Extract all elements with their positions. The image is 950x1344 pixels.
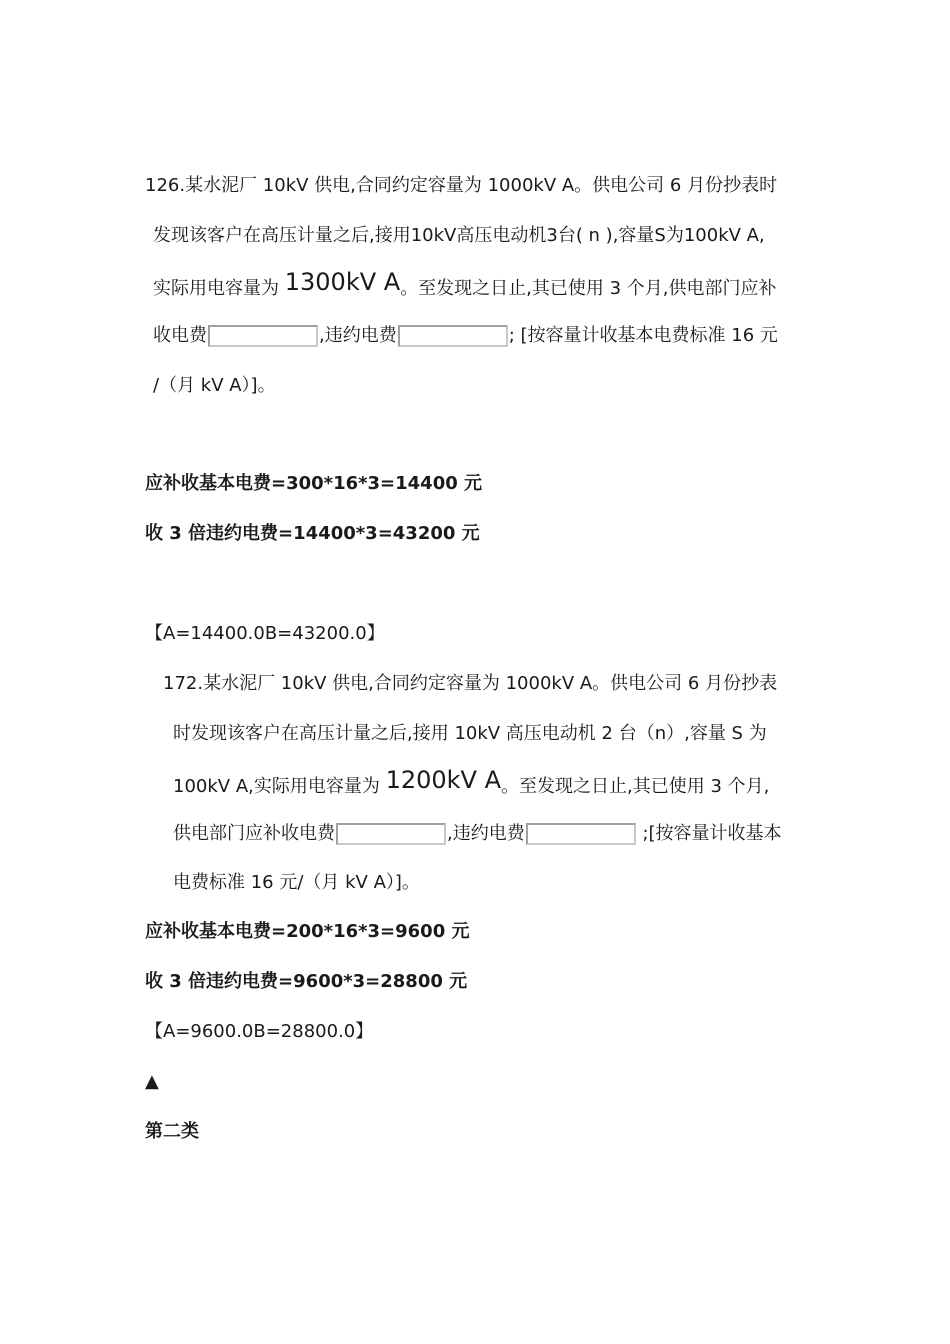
answer-126: 【A=14400.0B=43200.0】 <box>145 623 385 644</box>
q126-line-4: 收电费 ,违约电费 ; [按容量计收基本电费标准 16 元 <box>153 325 778 346</box>
q172-capacity: 1200kV A <box>385 766 502 794</box>
calc172-penalty-fee: 收 3 倍违约电费=9600*3=28800 元 <box>145 971 468 992</box>
triangle-marker: ▲ <box>145 1071 159 1092</box>
q126-answer-a-input[interactable] <box>208 325 318 347</box>
q172-line-2: 时发现该客户在高压计量之后,接用 10kV 高压电动机 2 台（n）,容量 S 为 <box>173 723 767 744</box>
q172-answer-a-input[interactable] <box>336 823 446 845</box>
q126-capacity: 1300kV A <box>284 268 401 296</box>
q126-line-3: 实际用电容量为 1300kV A。至发现之日止,其已使用 3 个月,供电部门应补 <box>153 268 777 299</box>
calc126-penalty-fee: 收 3 倍违约电费=14400*3=43200 元 <box>145 523 480 544</box>
q172-line-5: 电费标准 16 元/（月 kV A）]。 <box>173 872 420 893</box>
q126-line-1: 126.某水泥厂 10kV 供电,合同约定容量为 1000kV A。供电公司 6 月份抄表时 <box>145 175 778 196</box>
calc172-basic-fee: 应补收基本电费=200*16*3=9600 元 <box>145 921 470 942</box>
q172-line-3: 100kV A,实际用电容量为 1200kV A。至发现之日止,其已使用 3 个月, <box>173 766 770 797</box>
q126-line-2: 发现该客户在高压计量之后,接用10kV高压电动机3台( n ),容量S为100kV A, <box>153 225 765 246</box>
calc126-basic-fee: 应补收基本电费=300*16*3=14400 元 <box>145 473 483 494</box>
q126-line-5: /（月 kV A）]。 <box>153 375 276 396</box>
q172-answer-b-input[interactable] <box>526 823 636 845</box>
q126-answer-b-input[interactable] <box>398 325 508 347</box>
q172-line-1: 172.某水泥厂 10kV 供电,合同约定容量为 1000kV A。供电公司 6 月份抄表 <box>163 673 778 694</box>
section-heading: 第二类 <box>145 1121 199 1142</box>
answer-172: 【A=9600.0B=28800.0】 <box>145 1021 374 1042</box>
q172-line-4: 供电部门应补收电费 ,违约电费 ;[按容量计收基本 <box>173 823 782 844</box>
